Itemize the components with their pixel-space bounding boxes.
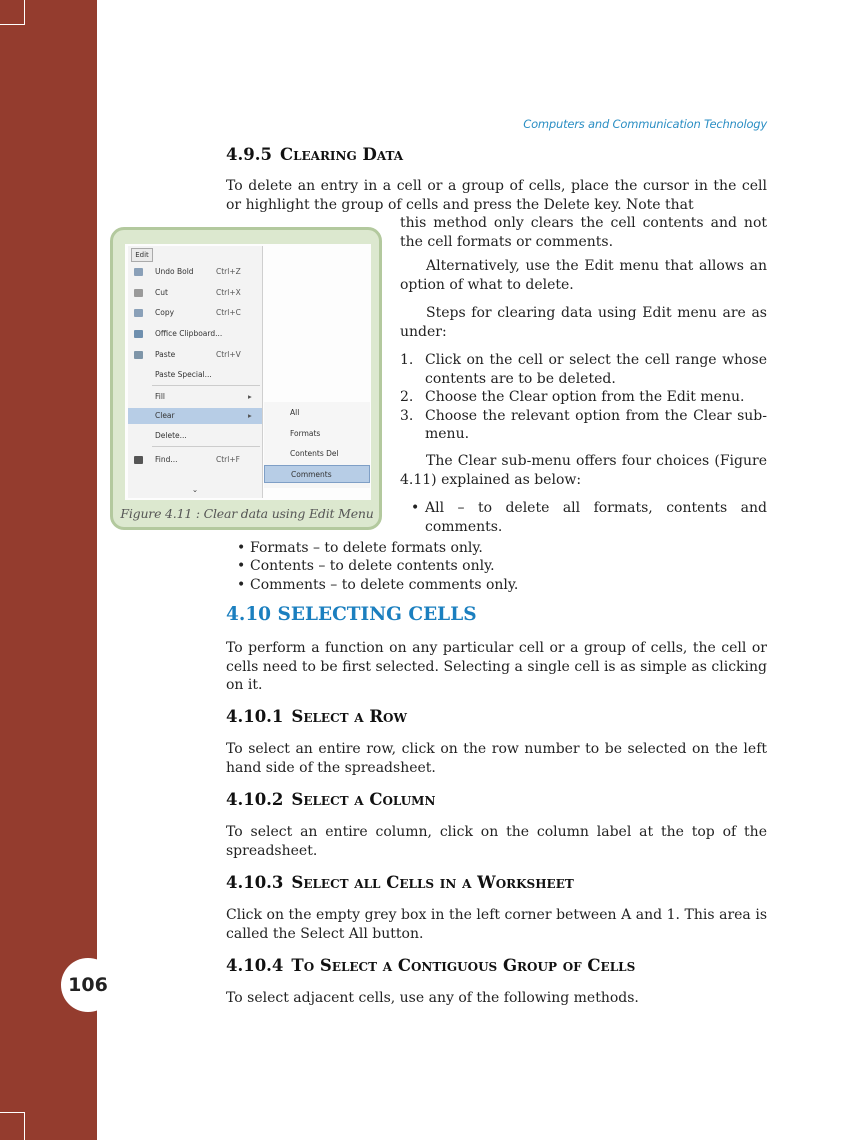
clipboard-icon xyxy=(134,330,143,338)
bullet-item xyxy=(411,499,767,536)
paragraph-select-column: To select an entire column, click on the column label at the top of the spreadsheet. xyxy=(226,824,767,859)
menu-item-undo: Undo Bold Ctrl+Z xyxy=(128,264,262,280)
section-number: 4.10.2 xyxy=(226,790,284,809)
figure-caption: Figure 4.11 : Clear data using Edit Menu xyxy=(120,506,374,521)
menu-item-paste-special: Paste Special... xyxy=(155,370,212,379)
paragraph-select-row: To select an entire row, click on the row number to be selected on the left hand side of the spreadsheet. xyxy=(226,741,767,776)
section-heading-4-9-5 xyxy=(226,145,403,164)
list-item xyxy=(400,407,767,444)
section-title: Clearing Data xyxy=(279,145,404,164)
list-item xyxy=(400,351,767,388)
section-heading-4-10-2 xyxy=(226,790,435,809)
bullet-dot: • xyxy=(237,577,246,593)
bullet-dot: • xyxy=(237,558,246,574)
list-item xyxy=(400,388,767,407)
bullet-text: Contents – to delete contents only. xyxy=(250,558,495,574)
section-heading-4-10-3 xyxy=(226,873,574,892)
section-number: 4.10.3 xyxy=(226,873,284,892)
crop-mark-top xyxy=(0,0,25,25)
menu-item-find: Find... Ctrl+F xyxy=(128,452,262,468)
menu-item-delete: Delete... xyxy=(155,431,187,440)
menu-item-office-clipboard: Office Clipboard... xyxy=(128,326,262,342)
bullet-dot: • xyxy=(237,540,246,556)
step-number: 3. xyxy=(400,407,414,424)
menu-item-cut: Cut Ctrl+X xyxy=(128,285,262,301)
step-text: Choose the relevant option from the Clear sub-menu. xyxy=(425,407,767,442)
scissors-icon xyxy=(134,289,143,297)
section-title: Select all Cells in a Worksheet xyxy=(291,873,574,892)
binoculars-icon xyxy=(134,456,143,464)
clear-submenu xyxy=(264,402,370,488)
copy-icon xyxy=(134,309,143,317)
menu-item-clear: Clear ▸ xyxy=(128,408,262,424)
more-items-chevron-icon: ⌄ xyxy=(191,485,199,494)
step-text: Click on the cell or select the cell range whose contents are to be deleted. xyxy=(425,352,767,387)
bullet-item xyxy=(237,557,767,576)
section-title: To Select a Contiguous Group of Cells xyxy=(291,956,636,975)
section-title: Select a Row xyxy=(291,707,407,726)
page-number: 106 xyxy=(61,958,115,1012)
undo-icon xyxy=(134,268,143,276)
menu-separator xyxy=(152,385,260,386)
submenu-item-contents: Contents Del xyxy=(290,449,339,458)
section-heading-4-10: 4.10 SELECTING CELLS xyxy=(226,604,477,625)
paragraph-edit-menu: Alternatively, use the Edit menu that allows an option of what to delete. xyxy=(400,258,767,293)
paragraph-select-all: Click on the empty grey box in the left corner between A and 1. This area is called the Select All button. xyxy=(226,907,767,942)
step-text: Choose the Clear option from the Edit menu. xyxy=(425,389,745,405)
running-head: Computers and Communication Technology xyxy=(523,117,767,131)
section-heading-4-10-4 xyxy=(226,956,635,975)
paragraph-contiguous: To select adjacent cells, use any of the following methods. xyxy=(226,990,639,1006)
figure-4-11 xyxy=(110,227,382,530)
bullet-dot: • xyxy=(411,500,420,516)
section-title: Select a Column xyxy=(291,790,436,809)
steps-list xyxy=(400,351,767,444)
paragraph-steps-intro: Steps for clearing data using Edit menu are as under: xyxy=(400,305,767,340)
bullet-text: Formats – to delete formats only. xyxy=(250,540,483,556)
paragraph-clearing-intro: To delete an entry in a cell or a group of cells, place the cursor in the cell or highlight the group of cells and press the Delete key. Note that xyxy=(226,178,767,213)
submenu-item-all: All xyxy=(290,408,300,417)
section-number: 4.10.1 xyxy=(226,707,284,726)
menu-item-paste: Paste Ctrl+V xyxy=(128,347,262,363)
submenu-item-comments: Comments xyxy=(264,465,370,483)
edit-menu-tab: Edit xyxy=(131,248,153,262)
bullet-item xyxy=(237,576,767,595)
section-number: 4.9.5 xyxy=(226,145,272,164)
bullet-text: All – to delete all formats, contents and comments. xyxy=(425,500,767,535)
step-number: 1. xyxy=(400,352,414,368)
paragraph-clear-submenu: The Clear sub-menu offers four choices (Figure 4.11) explained as below: xyxy=(400,453,767,488)
menu-item-copy: Copy Ctrl+C xyxy=(128,305,262,321)
menu-separator xyxy=(152,446,260,447)
bullet-item xyxy=(237,539,767,558)
step-number: 2. xyxy=(400,389,414,405)
menu-item-fill: Fill ▸ xyxy=(155,392,252,401)
paste-icon xyxy=(134,351,143,359)
paragraph-selecting-cells: To perform a function on any particular cell or a group of cells, the cell or cells need to be first selected. Selecting a single cell is as simple as clicking on it. xyxy=(226,640,767,693)
bullet-text: Comments – to delete comments only. xyxy=(250,577,519,593)
submenu-item-formats: Formats xyxy=(290,429,321,438)
edit-menu-screenshot xyxy=(125,244,371,500)
edit-menu xyxy=(128,246,263,498)
crop-mark-bottom xyxy=(0,1112,25,1141)
section-heading-4-10-1 xyxy=(226,707,407,726)
section-number: 4.10.4 xyxy=(226,956,284,975)
paragraph-clearing-intro-cont: this method only clears the cell contents and not the cell formats or comments. xyxy=(400,215,767,250)
